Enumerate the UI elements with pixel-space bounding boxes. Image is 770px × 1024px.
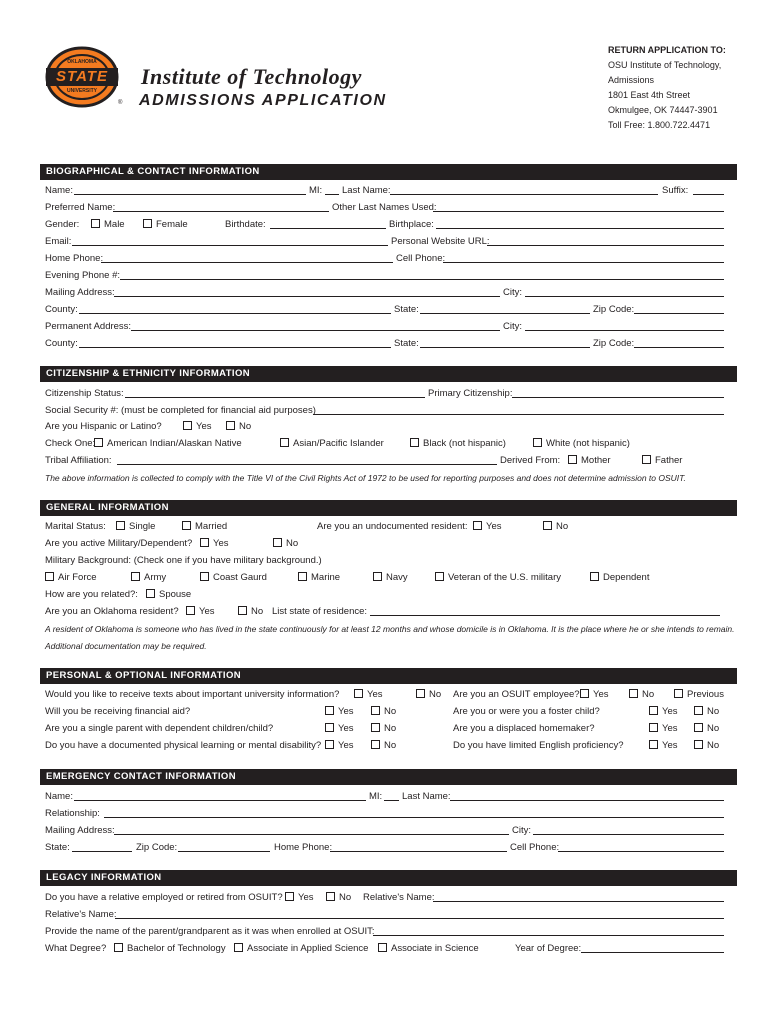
last-name-field[interactable] xyxy=(390,185,658,195)
bachelor-option[interactable] xyxy=(114,943,226,955)
cell-phone-field[interactable] xyxy=(443,253,724,263)
relationship-label: Relationship: xyxy=(45,808,100,819)
citizenship-note: The above information is collected to comply with the Title VI of the Civil Rights Act of 1972 to be used for reporting purposes and does not determine admission to OSUIT. xyxy=(45,473,686,483)
married-option[interactable] xyxy=(182,521,227,533)
undocumented-no-label: No xyxy=(556,521,569,532)
state-residence-label: List state of residence: xyxy=(272,606,368,617)
mi-field[interactable] xyxy=(325,185,339,195)
veteran-option[interactable] xyxy=(435,572,561,584)
city-label: City: xyxy=(503,287,522,298)
disability-no-label: No xyxy=(384,740,397,751)
page-title: ADMISSIONS APPLICATION xyxy=(139,92,387,109)
homemaker-yes-checkbox[interactable] xyxy=(649,723,658,732)
institute-title: Institute of Technology xyxy=(141,64,362,89)
military-no-label: No xyxy=(286,538,299,549)
section-personal: PERSONAL & OPTIONAL INFORMATION xyxy=(40,668,737,684)
return-line3: 1801 East 4th Street xyxy=(608,90,691,100)
texts-yes[interactable] xyxy=(354,689,383,701)
married-label: Married xyxy=(195,521,228,532)
single-parent-no[interactable] xyxy=(371,723,396,735)
aas-label: Associate in Applied Science xyxy=(247,943,369,954)
resident-yes[interactable] xyxy=(186,606,215,618)
tribal-label: Tribal Affiliation: xyxy=(45,455,112,466)
as-checkbox[interactable] xyxy=(378,943,387,952)
emergency-name-label: Name: xyxy=(45,791,73,802)
foster-yes-label: Yes xyxy=(662,706,678,717)
website-label: Personal Website URL: xyxy=(391,236,490,247)
finaid-yes-checkbox[interactable] xyxy=(325,706,334,715)
home-phone-label: Home Phone: xyxy=(45,253,104,264)
logo-oklahoma: OKLAHOMA xyxy=(67,59,97,65)
foster-yes-checkbox[interactable] xyxy=(649,706,658,715)
emergency-name-field[interactable] xyxy=(74,791,366,801)
english-no[interactable] xyxy=(694,740,719,752)
email-field[interactable] xyxy=(72,236,388,246)
undocumented-yes-checkbox[interactable] xyxy=(473,521,482,530)
primary-citizenship-field[interactable] xyxy=(512,388,724,398)
english-yes-checkbox[interactable] xyxy=(649,740,658,749)
as-label: Associate in Science xyxy=(391,943,479,954)
relative-no-label: No xyxy=(339,892,352,903)
emergency-state-field[interactable] xyxy=(72,842,132,852)
gender-label: Gender: xyxy=(45,219,80,230)
hispanic-label: Are you Hispanic or Latino? xyxy=(45,421,162,432)
army-checkbox[interactable] xyxy=(131,572,140,581)
preferred-field[interactable] xyxy=(113,202,329,212)
texts-yes-label: Yes xyxy=(367,689,383,700)
home-phone-field[interactable] xyxy=(101,253,393,263)
spouse-label: Spouse xyxy=(159,589,192,600)
emergency-zip-label: Zip Code: xyxy=(136,842,178,853)
return-line4: Okmulgee, OK 74447-3901 xyxy=(608,105,718,115)
mailing-label: Mailing Address: xyxy=(45,287,115,298)
disability-yes[interactable] xyxy=(325,740,354,752)
birthdate-label: Birthdate: xyxy=(225,219,266,230)
black-option[interactable] xyxy=(410,438,506,450)
relative-no[interactable] xyxy=(326,892,351,904)
emergency-state-label: State: xyxy=(45,842,70,853)
year-degree-label: Year of Degree: xyxy=(515,943,582,954)
resident-no-label: No xyxy=(251,606,264,617)
foster-no-label: No xyxy=(707,706,720,717)
emergency-mi-label: MI: xyxy=(369,791,383,802)
american-indian-label: American Indian/Alaskan Native xyxy=(107,438,242,449)
resident-no-checkbox[interactable] xyxy=(238,606,247,615)
asian-checkbox[interactable] xyxy=(280,438,289,447)
disability-yes-checkbox[interactable] xyxy=(325,740,334,749)
preferred-label: Preferred Name: xyxy=(45,202,116,213)
father-label: Father xyxy=(655,455,683,466)
return-line1: OSU Institute of Technology, xyxy=(608,60,722,70)
relative-yes[interactable] xyxy=(285,892,314,904)
navy-label: Navy xyxy=(386,572,408,583)
military-yes-checkbox[interactable] xyxy=(200,538,209,547)
single-label: Single xyxy=(129,521,156,532)
married-checkbox[interactable] xyxy=(182,521,191,530)
evening-phone-label: Evening Phone #: xyxy=(45,270,121,281)
relationship-field[interactable] xyxy=(104,808,724,818)
tribal-field[interactable] xyxy=(117,455,497,465)
bachelor-checkbox[interactable] xyxy=(114,943,123,952)
primary-citizenship-label: Primary Citizenship: xyxy=(428,388,513,399)
state-field[interactable] xyxy=(420,304,590,314)
english-yes-label: Yes xyxy=(662,740,678,751)
coast-guard-checkbox[interactable] xyxy=(200,572,209,581)
return-label: RETURN APPLICATION TO: xyxy=(608,45,726,55)
employee-no-checkbox[interactable] xyxy=(629,689,638,698)
employee-previous-label: Previous xyxy=(687,689,724,700)
citizenship-status-label: Citizenship Status: xyxy=(45,388,124,399)
emergency-mi-field[interactable] xyxy=(384,791,399,801)
single-parent-label: Are you a single parent with dependent children/child? xyxy=(45,723,274,734)
mother-checkbox[interactable] xyxy=(568,455,577,464)
state2-field[interactable] xyxy=(420,338,590,348)
relative-name2-label: Relative's Name: xyxy=(45,909,117,920)
finaid-label: Will you be receiving financial aid? xyxy=(45,706,191,717)
provide-name-field[interactable] xyxy=(373,926,724,936)
section-general: GENERAL INFORMATION xyxy=(40,500,737,516)
dependent-checkbox[interactable] xyxy=(590,572,599,581)
county-field[interactable] xyxy=(79,304,391,314)
undocumented-yes[interactable] xyxy=(473,521,502,533)
cell-phone-label: Cell Phone: xyxy=(396,253,446,264)
employee-yes-checkbox[interactable] xyxy=(580,689,589,698)
city2-label: City: xyxy=(503,321,522,332)
finaid-yes-label: Yes xyxy=(338,706,354,717)
military-label: Are you active Military/Dependent? xyxy=(45,538,193,549)
male-checkbox[interactable] xyxy=(91,219,100,228)
texts-no-label: No xyxy=(429,689,442,700)
birthplace-label: Birthplace: xyxy=(389,219,434,230)
emergency-home-label: Home Phone: xyxy=(274,842,333,853)
undocumented-no[interactable] xyxy=(543,521,568,533)
hispanic-no-checkbox[interactable] xyxy=(226,421,235,430)
air-force-option[interactable] xyxy=(45,572,97,584)
texts-no-checkbox[interactable] xyxy=(416,689,425,698)
last-name-label: Last Name: xyxy=(342,185,391,196)
as-option[interactable] xyxy=(378,943,479,955)
mother-label: Mother xyxy=(581,455,611,466)
resident-yes-checkbox[interactable] xyxy=(186,606,195,615)
state-label: State: xyxy=(394,304,419,315)
employee-previous-checkbox[interactable] xyxy=(674,689,683,698)
texts-label: Would you like to receive texts about important university information? xyxy=(45,689,340,700)
evening-phone-field[interactable] xyxy=(120,270,724,280)
year-degree-field[interactable] xyxy=(581,943,724,953)
permanent-label: Permanent Address: xyxy=(45,321,132,332)
city2-field[interactable] xyxy=(525,321,724,331)
county2-label: County: xyxy=(45,338,78,349)
hispanic-no-label: No xyxy=(239,421,252,432)
american-indian-option[interactable] xyxy=(94,438,242,450)
provide-name-label: Provide the name of the parent/grandparent as it was when enrolled at OSUIT: xyxy=(45,926,375,937)
male-option[interactable] xyxy=(91,219,125,231)
single-parent-no-label: No xyxy=(384,723,397,734)
other-names-label: Other Last Names Used: xyxy=(332,202,437,213)
single-parent-yes-label: Yes xyxy=(338,723,354,734)
relative-name2-field[interactable] xyxy=(115,909,724,919)
mailing-field[interactable] xyxy=(114,287,500,297)
homemaker-no-checkbox[interactable] xyxy=(694,723,703,732)
name-field[interactable] xyxy=(74,185,306,195)
return-address xyxy=(608,43,726,133)
degree-label: What Degree? xyxy=(45,943,107,954)
veteran-checkbox[interactable] xyxy=(435,572,444,581)
military-no-checkbox[interactable] xyxy=(273,538,282,547)
birthdate-field[interactable] xyxy=(270,219,386,229)
suffix-field[interactable] xyxy=(693,185,724,195)
spouse-checkbox[interactable] xyxy=(146,589,155,598)
employee-yes-label: Yes xyxy=(593,689,609,700)
female-checkbox[interactable] xyxy=(143,219,152,228)
air-force-checkbox[interactable] xyxy=(45,572,54,581)
marital-label: Marital Status: xyxy=(45,521,106,532)
section-emergency: EMERGENCY CONTACT INFORMATION xyxy=(40,769,737,785)
section-legacy: LEGACY INFORMATION xyxy=(40,870,737,886)
emergency-city-field[interactable] xyxy=(533,825,724,835)
homemaker-yes-label: Yes xyxy=(662,723,678,734)
foster-label: Are you or were you a foster child? xyxy=(453,706,600,717)
homemaker-label: Are you a displaced homemaker? xyxy=(453,723,595,734)
relative-yes-label: Yes xyxy=(298,892,314,903)
emergency-last-field[interactable] xyxy=(450,791,724,801)
marine-option[interactable] xyxy=(298,572,340,584)
military-no[interactable] xyxy=(273,538,298,550)
undocumented-yes-label: Yes xyxy=(486,521,502,532)
county-label: County: xyxy=(45,304,78,315)
foster-no-checkbox[interactable] xyxy=(694,706,703,715)
relative-label: Do you have a relative employed or retired from OSUIT? xyxy=(45,892,283,903)
email-label: Email: xyxy=(45,236,72,247)
navy-option[interactable] xyxy=(373,572,408,584)
state2-label: State: xyxy=(394,338,419,349)
military-yes-label: Yes xyxy=(213,538,229,549)
disability-no-checkbox[interactable] xyxy=(371,740,380,749)
homemaker-no[interactable] xyxy=(694,723,719,735)
english-yes[interactable] xyxy=(649,740,678,752)
emergency-mailing-label: Mailing Address: xyxy=(45,825,115,836)
emergency-last-label: Last Name: xyxy=(402,791,451,802)
ssn-label: Social Security #: (must be completed for financial aid purposes) xyxy=(45,405,316,416)
emergency-city-label: City: xyxy=(512,825,531,836)
registered-mark: ® xyxy=(118,100,123,106)
english-no-label: No xyxy=(707,740,720,751)
military-yes[interactable] xyxy=(200,538,229,550)
undocumented-no-checkbox[interactable] xyxy=(543,521,552,530)
website-field[interactable] xyxy=(487,236,724,246)
hispanic-no[interactable] xyxy=(226,421,251,433)
female-label: Female xyxy=(156,219,188,230)
permanent-field[interactable] xyxy=(131,321,500,331)
documentation-note: Additional documentation may be required. xyxy=(45,641,207,651)
resident-no[interactable] xyxy=(238,606,263,618)
marine-checkbox[interactable] xyxy=(298,572,307,581)
relative-name-field[interactable] xyxy=(433,892,724,902)
undocumented-label: Are you an undocumented resident: xyxy=(317,521,468,532)
hispanic-yes-label: Yes xyxy=(196,421,212,432)
mother-option[interactable] xyxy=(568,455,611,467)
air-force-label: Air Force xyxy=(58,572,97,583)
section-biographical: BIOGRAPHICAL & CONTACT INFORMATION xyxy=(40,164,737,180)
resident-note: A resident of Oklahoma is someone who has lived in the state continuously for at least 12 months and whose domicile is in Oklahoma. It is the place where he or she intends to remain. xyxy=(45,624,735,634)
finaid-yes[interactable] xyxy=(325,706,354,718)
emergency-cell-field[interactable] xyxy=(558,842,724,852)
emergency-mailing-field[interactable] xyxy=(114,825,509,835)
english-no-checkbox[interactable] xyxy=(694,740,703,749)
state-residence-field[interactable] xyxy=(370,606,720,616)
disability-yes-label: Yes xyxy=(338,740,354,751)
disability-label: Do you have a documented physical learning or mental disability? xyxy=(45,740,322,751)
foster-no[interactable] xyxy=(694,706,719,718)
osu-logo xyxy=(44,46,123,108)
american-indian-checkbox[interactable] xyxy=(94,438,103,447)
homemaker-yes[interactable] xyxy=(649,723,678,735)
english-label: Do you have limited English proficiency? xyxy=(453,740,624,751)
dependent-option[interactable] xyxy=(590,572,649,584)
female-option[interactable] xyxy=(143,219,188,231)
relative-name-label: Relative's Name: xyxy=(363,892,435,903)
return-line5: Toll Free: 1.800.722.4471 xyxy=(608,120,711,130)
zip-field[interactable] xyxy=(634,304,724,314)
black-checkbox[interactable] xyxy=(410,438,419,447)
birthplace-field[interactable] xyxy=(436,219,724,229)
section-citizenship: CITIZENSHIP & ETHNICITY INFORMATION xyxy=(40,366,737,382)
white-option[interactable] xyxy=(533,438,630,450)
logo-state: STATE xyxy=(56,68,108,85)
single-parent-no-checkbox[interactable] xyxy=(371,723,380,732)
spouse-option[interactable] xyxy=(146,589,191,601)
army-option[interactable] xyxy=(131,572,166,584)
father-checkbox[interactable] xyxy=(642,455,651,464)
texts-no[interactable] xyxy=(416,689,441,701)
white-label: White (not hispanic) xyxy=(546,438,630,449)
return-line2: Admissions xyxy=(608,75,655,85)
city-field[interactable] xyxy=(525,287,724,297)
emergency-zip-field[interactable] xyxy=(178,842,270,852)
male-label: Male xyxy=(104,219,125,230)
zip2-field[interactable] xyxy=(634,338,724,348)
army-label: Army xyxy=(144,572,167,583)
hispanic-yes[interactable] xyxy=(183,421,212,433)
zip2-label: Zip Code: xyxy=(593,338,635,349)
employee-no[interactable] xyxy=(629,689,654,701)
employee-no-label: No xyxy=(642,689,655,700)
emergency-cell-label: Cell Phone: xyxy=(510,842,560,853)
dependent-label: Dependent xyxy=(603,572,650,583)
check-one-label: Check One: xyxy=(45,438,96,449)
coast-guard-option[interactable] xyxy=(200,572,267,584)
texts-yes-checkbox[interactable] xyxy=(354,689,363,698)
aas-checkbox[interactable] xyxy=(234,943,243,952)
employee-previous[interactable] xyxy=(674,689,724,701)
resident-label: Are you an Oklahoma resident? xyxy=(45,606,179,617)
county2-field[interactable] xyxy=(79,338,391,348)
disability-no[interactable] xyxy=(371,740,396,752)
single-checkbox[interactable] xyxy=(116,521,125,530)
employee-yes[interactable] xyxy=(580,689,609,701)
military-background-label: Military Background: (Check one if you have military background.) xyxy=(45,555,322,566)
zip-label: Zip Code: xyxy=(593,304,635,315)
related-label: How are you related?: xyxy=(45,589,138,600)
finaid-no[interactable] xyxy=(371,706,396,718)
veteran-label: Veteran of the U.S. military xyxy=(448,572,561,583)
relative-no-checkbox[interactable] xyxy=(326,892,335,901)
finaid-no-checkbox[interactable] xyxy=(371,706,380,715)
suffix-label: Suffix: xyxy=(662,185,689,196)
homemaker-no-label: No xyxy=(707,723,720,734)
navy-checkbox[interactable] xyxy=(373,572,382,581)
foster-yes[interactable] xyxy=(649,706,678,718)
aas-option[interactable] xyxy=(234,943,368,955)
citizenship-status-field[interactable] xyxy=(125,388,425,398)
white-checkbox[interactable] xyxy=(533,438,542,447)
finaid-no-label: No xyxy=(384,706,397,717)
mi-label: MI: xyxy=(309,185,323,196)
single-parent-yes-checkbox[interactable] xyxy=(325,723,334,732)
logo-university: UNIVERSITY xyxy=(66,88,97,94)
resident-yes-label: Yes xyxy=(199,606,215,617)
asian-option[interactable] xyxy=(280,438,384,450)
single-parent-yes[interactable] xyxy=(325,723,354,735)
emergency-home-field[interactable] xyxy=(330,842,507,852)
father-option[interactable] xyxy=(642,455,682,467)
other-names-field[interactable] xyxy=(433,202,724,212)
coast-guard-label: Coast Gaurd xyxy=(213,572,267,583)
hispanic-yes-checkbox[interactable] xyxy=(183,421,192,430)
derived-label: Derived From: xyxy=(500,455,561,466)
employee-label: Are you an OSUIT employee? xyxy=(453,689,580,700)
single-option[interactable] xyxy=(116,521,155,533)
relative-yes-checkbox[interactable] xyxy=(285,892,294,901)
name-label: Name: xyxy=(45,185,73,196)
asian-label: Asian/Pacific Islander xyxy=(293,438,384,449)
ssn-field[interactable] xyxy=(313,405,724,415)
bachelor-label: Bachelor of Technology xyxy=(127,943,226,954)
marine-label: Marine xyxy=(311,572,341,583)
black-label: Black (not hispanic) xyxy=(423,438,506,449)
